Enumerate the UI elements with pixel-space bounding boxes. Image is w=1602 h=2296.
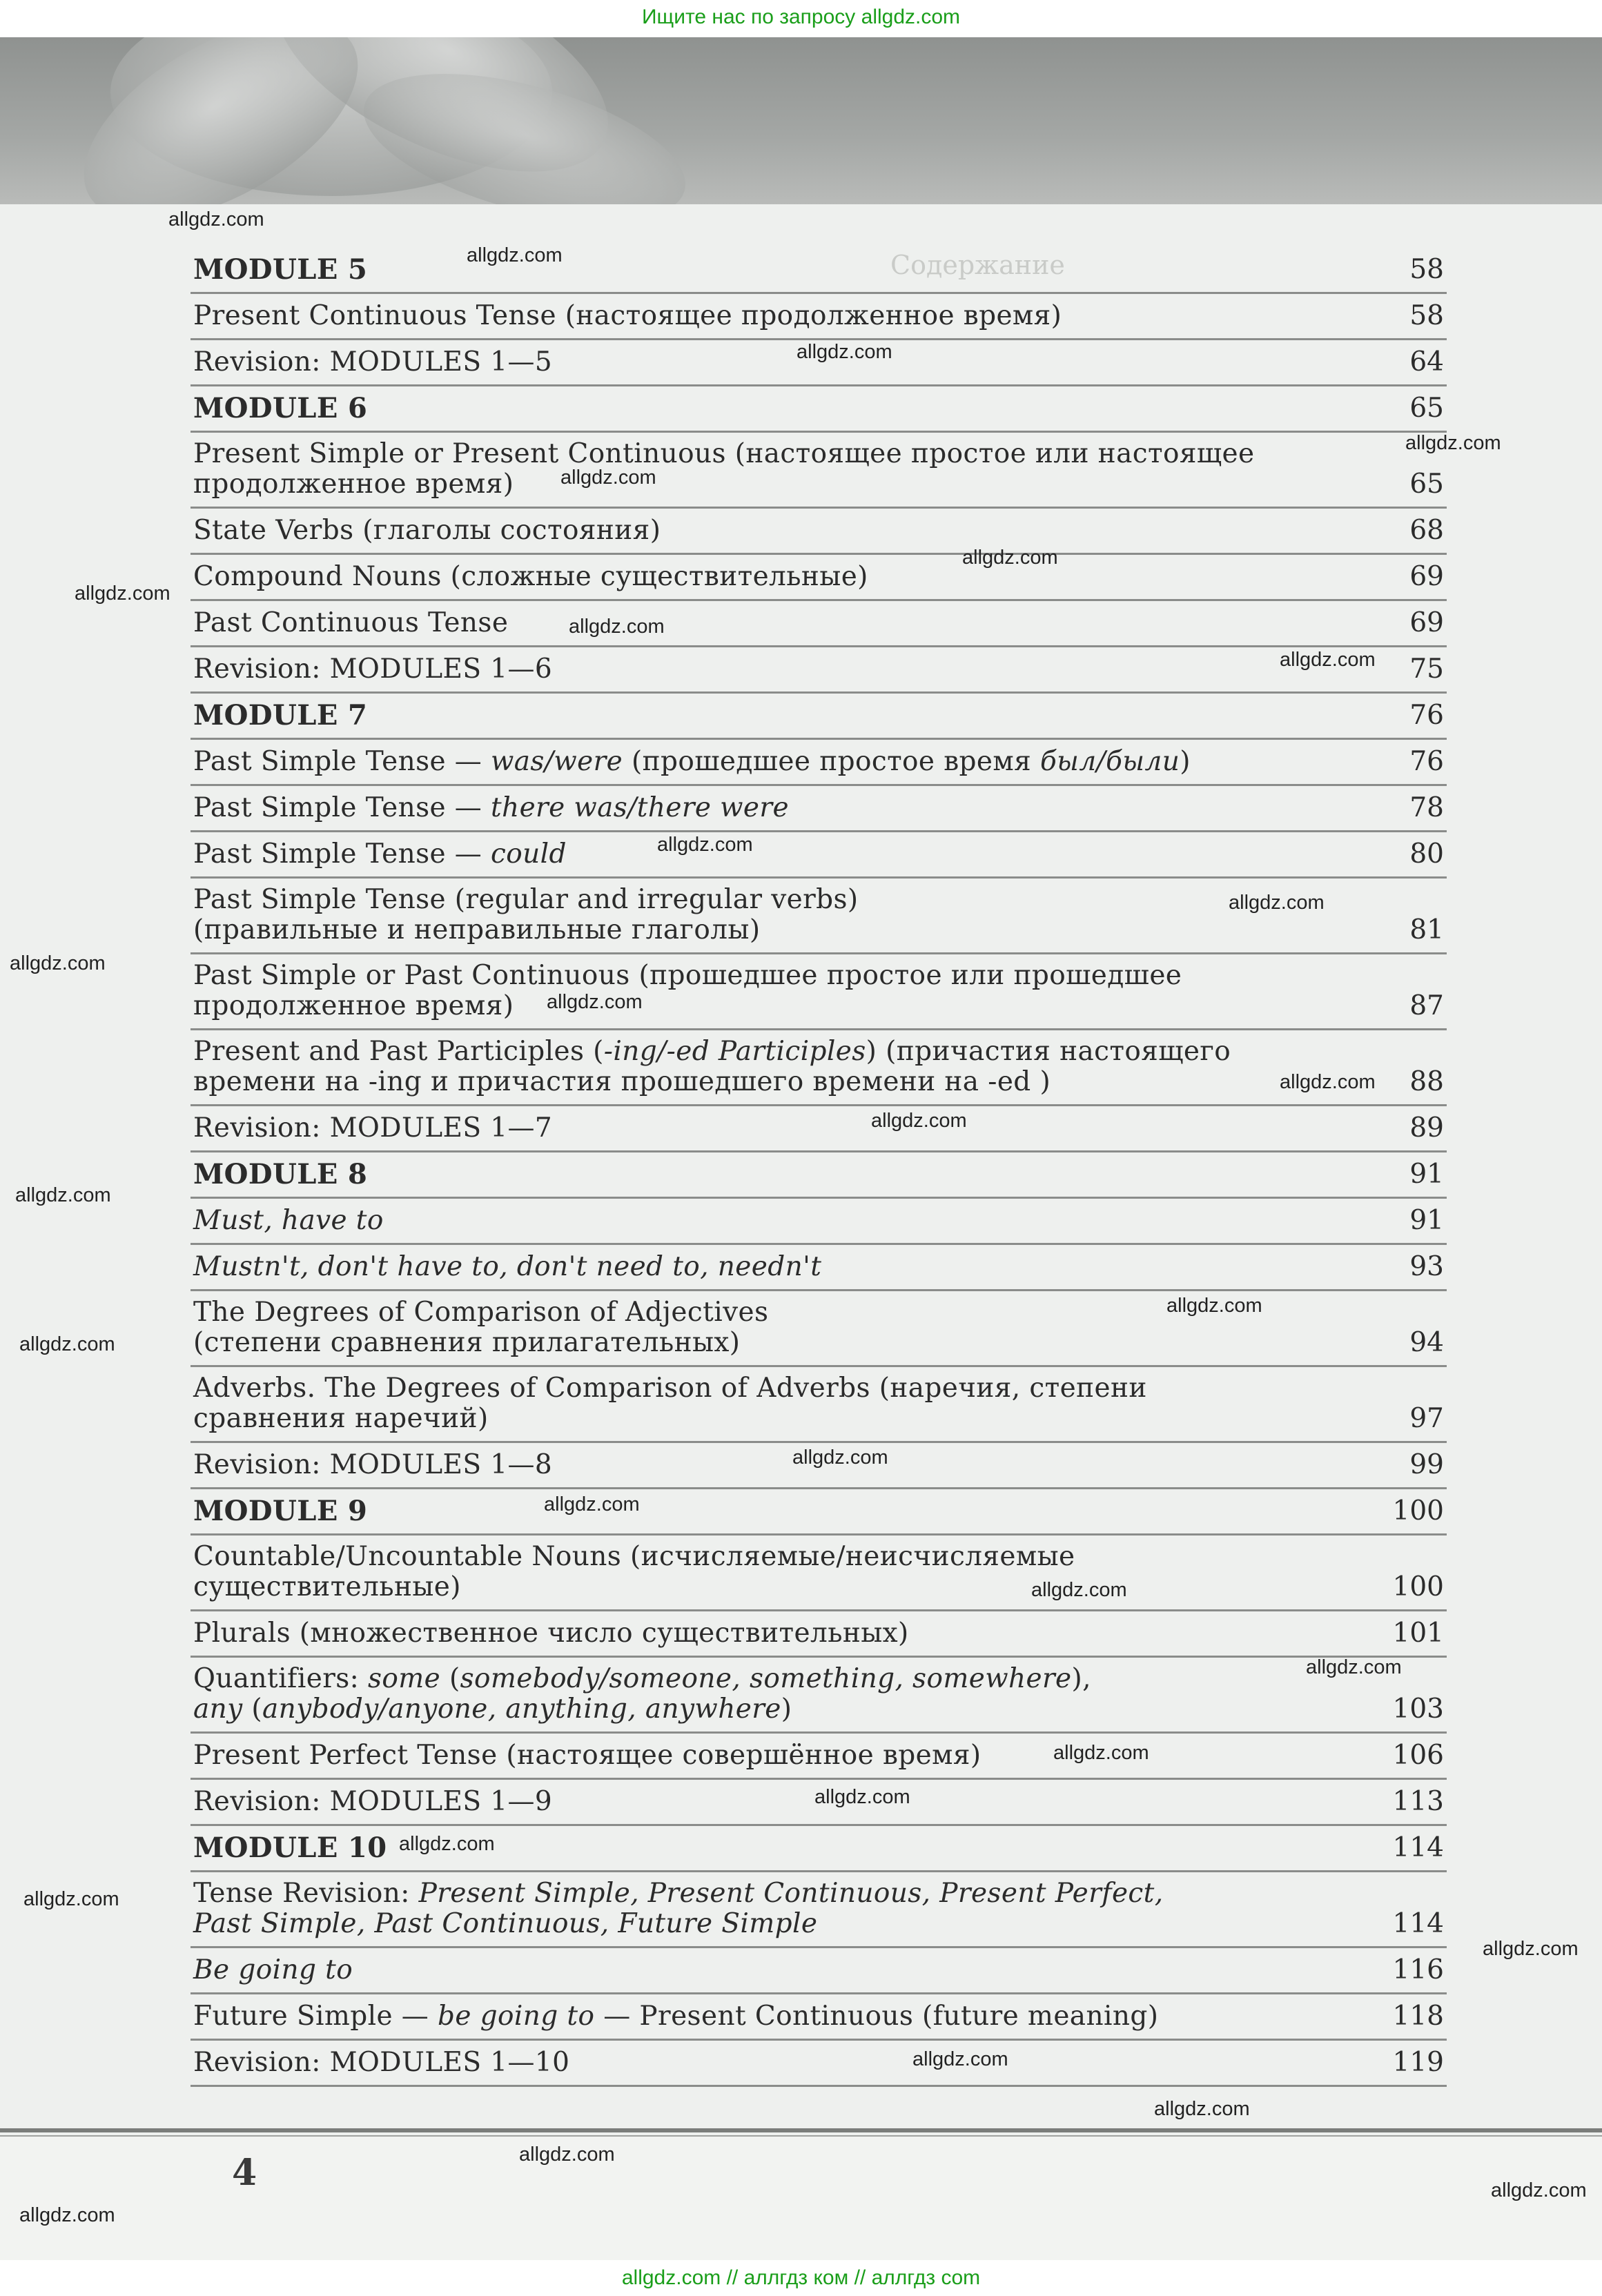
watermark: allgdz.com [657,834,753,856]
toc-page-number: 99 [1409,1449,1444,1480]
toc-text-segment: продолженное время) [193,469,514,500]
toc-page-number: 87 [1409,990,1444,1021]
toc-text-segment: Revision: MODULES 1—5 [193,346,553,377]
toc-text-segment: Be going to [193,1954,353,1985]
toc-page-number: 114 [1392,1908,1444,1939]
toc-entry-title [193,839,567,870]
watermark: allgdz.com [1306,1656,1402,1678]
page-number: 4 [232,2152,257,2194]
toc-entry [191,1243,1447,1291]
toc-module-heading [191,691,1447,740]
toc-text-segment: продолженное время) [193,990,514,1021]
toc-entry-title [193,1618,909,1649]
toc-page-number: 81 [1409,914,1444,945]
watermark: allgdz.com [399,1833,495,1855]
toc-text-segment: Present and Past Participles ( [193,1036,604,1067]
toc-entry-title [193,608,508,638]
watermark: allgdz.com [1491,2179,1587,2201]
toc-entry-title [193,562,868,592]
toc-page-number: 58 [1409,300,1444,331]
watermark: allgdz.com [1229,892,1325,914]
toc-entry-title: MODULE 5 [193,253,368,286]
toc-text-segment: сравнения наречий) [193,1403,489,1434]
toc-text-segment: ( [242,1694,263,1725]
toc-entry-line-1 [193,885,859,915]
toc-entry [191,1656,1447,1734]
toc-entry-line-1 [193,439,1254,469]
toc-text-segment: ), [1071,1663,1091,1694]
toc-entry [191,1533,1447,1611]
toc-page-number: 106 [1392,1740,1444,1771]
toc-text-segment: ) (причастия настоящего [866,1036,1231,1067]
watermark: allgdz.com [547,991,643,1013]
watermark: allgdz.com [467,244,563,266]
toc-entry-line-2 [193,1694,1091,1725]
toc-text-segment: Adverbs. The Degrees of Comparison of Adverbs (наречия, степени [193,1373,1147,1404]
toc-text-segment: Revision: MODULES 1—7 [193,1112,553,1144]
toc-page-number: 78 [1409,792,1444,823]
toc-entry [191,830,1447,879]
toc-text-segment: ) [1180,746,1191,777]
top-banner[interactable]: Ищите нас по запросу allgdz.com [0,0,1602,37]
toc-entry [191,876,1447,954]
toc-entry-title [193,301,1062,331]
toc-page-number: 103 [1392,1694,1444,1725]
toc-text-segment: somebody/someone, something, somewhere [460,1663,1072,1694]
toc-page-number: 75 [1409,654,1444,685]
toc-entry [191,1992,1447,2041]
watermark: allgdz.com [544,1493,640,1515]
toc-text-segment: — Present Continuous (future meaning) [594,2001,1159,2032]
toc-entry [191,1731,1447,1780]
toc-entry [191,1104,1447,1152]
toc-entry [191,2039,1447,2087]
toc-page-number: 91 [1409,1159,1444,1190]
toc-page-number: 118 [1392,2001,1444,2032]
toc-text-segment: Revision: MODULES 1—9 [193,1786,553,1817]
toc-page-number: 101 [1392,1618,1444,1649]
watermark: allgdz.com [519,2143,615,2166]
toc-text-segment: времени на -ing и причастия прошедшего времени на -ed ) [193,1066,1051,1097]
toc-page-number: 69 [1409,561,1444,592]
toc-text-segment: Tense Revision: [193,1878,419,1909]
toc-page-number: 65 [1409,393,1444,424]
toc-entry-title [193,1373,1147,1434]
toc-entry-line-2 [193,1909,1164,1939]
toc-page-number: 58 [1409,254,1444,285]
toc-text-segment: Must, have to [193,1205,384,1236]
watermark: allgdz.com [1280,649,1376,671]
toc-page-number: 94 [1409,1327,1444,1358]
toc-text-segment: Present Continuous Tense (настоящее продолженное время) [193,300,1062,331]
toc-text-segment: был/были [1039,746,1180,777]
toc-entry-line-2 [193,469,1254,500]
toc-text-segment: существительные) [193,1571,461,1602]
toc-entry-line-2 [193,1067,1231,1097]
watermark: allgdz.com [797,341,892,363]
toc-page-number: 100 [1392,1571,1444,1602]
toc-entry-title [193,1664,1091,1725]
toc-page-number: 119 [1392,2047,1444,2078]
toc-entry [191,1946,1447,1994]
toc-text-segment: Past Continuous Tense [193,607,509,638]
toc-text-segment: Future Simple — [193,2001,438,2032]
bottom-rule [0,2128,1602,2132]
toc-text-segment: Revision: MODULES 1—8 [193,1449,553,1480]
toc-text-segment: was/were [490,746,623,777]
toc-text-segment: Present Simple, Present Continuous, Present Perfect, [418,1878,1164,1909]
toc-entry-title [193,885,859,945]
toc-text-segment: Present Perfect Tense (настоящее совершённое время) [193,1740,981,1771]
toc-entry-line-1 [193,961,1182,991]
toc-text-segment: Past Simple Tense (regular and irregular verbs) [193,884,859,915]
toc-entry [191,431,1447,509]
watermark: allgdz.com [871,1110,967,1132]
toc-text-segment: any [193,1694,243,1725]
toc-entry-title [193,516,661,546]
toc-entry-title [193,654,552,685]
toc-entry [191,292,1447,340]
toc-entry-line-1 [193,1664,1091,1694]
toc-entry-title [193,1252,821,1282]
toc-text-segment: could [490,838,567,870]
toc-entry [191,645,1447,694]
toc-page-number: 89 [1409,1112,1444,1144]
toc-text-segment: Past Simple Tense — [193,792,491,823]
watermark: allgdz.com [814,1786,910,1808]
toc-text-segment: Past Simple Tense — [193,746,491,777]
toc-page-number: 68 [1409,515,1444,546]
toc-entry-title: MODULE 6 [193,392,368,424]
ghost-heading: Содержание [890,250,1065,280]
toc-entry-line-2 [193,1572,1075,1602]
toc-page-number: 97 [1409,1403,1444,1434]
watermark: allgdz.com [168,208,264,230]
toc-text-segment: Past Simple Tense — [193,838,491,870]
toc-text-segment: -ing/-ed Participles [603,1036,866,1067]
toc-text-segment: The Degrees of Comparison of Adjectives [193,1297,769,1328]
toc-page-number: 91 [1409,1205,1444,1236]
toc-entry-title [193,961,1182,1021]
toc-entry-line-1 [193,1542,1075,1572]
toc-entry [191,1197,1447,1245]
toc-text-segment: Quantifiers: [193,1663,368,1694]
toc-entry-title [193,1037,1231,1097]
watermark: allgdz.com [10,952,106,974]
watermark: allgdz.com [1483,1938,1579,1960]
toc-page-number: 114 [1392,1832,1444,1863]
toc-entry-line-2 [193,1328,768,1358]
toc-entry-title [193,439,1254,500]
toc-entry-line-2 [193,991,1182,1021]
toc-entry-title [193,1787,552,1817]
toc-entry-title [193,1542,1075,1602]
watermark: allgdz.com [1405,432,1501,454]
toc-entry-title [193,2048,569,2078]
toc-page-number: 64 [1409,346,1444,377]
toc-module-heading [191,1150,1447,1199]
toc-text-segment: Past Simple, Past Continuous, Future Simple [193,1908,818,1939]
toc-text-segment: anybody/anyone, anything, anywhere [262,1694,781,1725]
toc-text-segment: there was/there were [490,792,789,823]
toc-page-number: 116 [1392,1954,1444,1985]
toc-page-number: 76 [1409,746,1444,777]
toc-module-heading [191,384,1447,433]
watermark: allgdz.com [19,1333,115,1355]
watermark: allgdz.com [569,616,665,638]
toc-text-segment: be going to [437,2001,595,2032]
toc-text-segment: Present Simple or Present Continuous (настоящее простое или настоящее [193,438,1255,469]
watermark: allgdz.com [1280,1071,1376,1093]
watermark: allgdz.com [1166,1295,1262,1317]
toc-entry [191,1609,1447,1658]
toc-text-segment: ) [781,1694,792,1725]
toc-entry-title [193,1450,552,1480]
toc-entry-title: MODULE 9 [193,1495,368,1527]
watermark: allgdz.com [912,2048,1008,2070]
header-graphic [0,37,1602,204]
toc-page-number: 100 [1392,1495,1444,1527]
toc-text-segment: Revision: MODULES 1—6 [193,654,553,685]
toc-entry [191,1870,1447,1948]
watermark: allgdz.com [792,1446,888,1469]
toc-entry-title [193,2001,1158,2032]
toc-entry-title [193,1878,1164,1939]
toc-entry-line-2 [193,915,859,945]
toc-entry-title [193,1206,384,1236]
watermark: allgdz.com [1053,1742,1149,1764]
watermark: allgdz.com [1031,1579,1127,1601]
toc-entry-line-1 [193,1373,1147,1404]
toc-entry-line-1 [193,1037,1231,1067]
toc-entry [191,507,1447,555]
watermark: allgdz.com [962,547,1058,569]
watermark: allgdz.com [75,582,170,605]
toc-module-heading [191,246,1447,294]
toc-entry-title: MODULE 10 [193,1832,387,1864]
watermark: allgdz.com [560,467,656,489]
toc-text-segment: Revision: MODULES 1—10 [193,2047,570,2078]
toc-entry-title [193,1297,768,1358]
toc-entry [191,1365,1447,1443]
watermark: allgdz.com [19,2204,115,2226]
toc-module-heading [191,1487,1447,1535]
bottom-banner[interactable]: allgdz.com // аллгдз ком // аллгдз com [0,2260,1602,2296]
watermark: allgdz.com [23,1888,119,1910]
toc-page-number: 76 [1409,700,1444,731]
watermark: allgdz.com [1154,2098,1250,2120]
toc-entry [191,952,1447,1030]
toc-text-segment: (правильные и неправильные глаголы) [193,914,761,945]
toc-entry-title [193,1955,353,1985]
toc-entry-title: MODULE 7 [193,699,368,732]
toc-text-segment: Countable/Uncountable Nouns (исчисляемые/неисчисляемые [193,1541,1075,1572]
toc-entry [191,599,1447,647]
toc-entry-title [193,747,1191,777]
toc-text-segment: (прошедшее простое время [623,746,1040,777]
toc-text-segment: ( [440,1663,460,1694]
toc-entry [191,553,1447,601]
toc-text-segment: Compound Nouns (сложные существительные) [193,561,868,592]
toc-text-segment: State Verbs (глаголы состояния) [193,515,661,546]
toc-page-number: 88 [1409,1066,1444,1097]
toc-module-heading [191,1824,1447,1872]
toc-page-number: 80 [1409,838,1444,870]
toc-entry-title [193,347,552,377]
toc-entry-title: MODULE 8 [193,1158,368,1190]
toc-page-number: 113 [1392,1786,1444,1817]
watermark: allgdz.com [15,1184,111,1206]
toc-entry-line-1 [193,1297,768,1328]
toc-entry [191,738,1447,786]
toc-text-segment: (степени сравнения прилагательных) [193,1327,741,1358]
toc-entry-title [193,793,789,823]
toc-entry-line-1 [193,1878,1164,1909]
toc-entry [191,1028,1447,1106]
toc-text-segment: Plurals (множественное число существительных) [193,1618,909,1649]
toc-page-number: 93 [1409,1251,1444,1282]
toc-text-segment: Past Simple or Past Continuous (прошедшее простое или прошедшее [193,960,1182,991]
toc-page-number: 65 [1409,469,1444,500]
toc-entry-title [193,1740,981,1771]
bottom-rule-thin [0,2135,1602,2137]
toc-text-segment: some [368,1663,441,1694]
toc-entry [191,784,1447,832]
toc-entry-title [193,1113,552,1144]
toc-entry-line-2 [193,1404,1147,1434]
toc-text-segment: Mustn't, don't have to, don't need to, needn't [193,1251,822,1282]
toc-page-number: 69 [1409,607,1444,638]
